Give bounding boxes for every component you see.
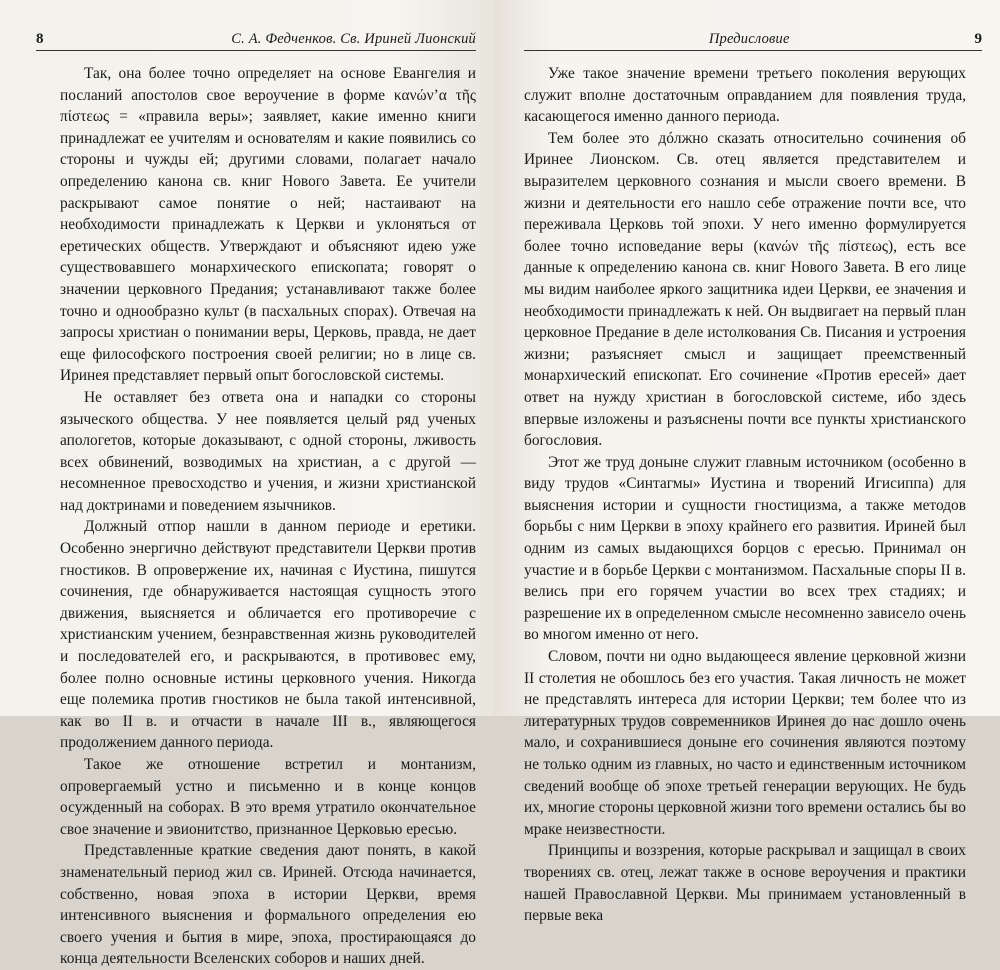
paragraph: Принципы и воззрения, которые раскрывал и защищал в своих творениях св. отец, лежат также в основе вероучения и практики нашей Православной Церкви. Мы принимаем установленный в первые века bbox=[524, 842, 966, 925]
paragraph: Не оставляет без ответа она и нападки со стороны языческого общества. У нее появляется целый ряд ученых апологетов, которые доказывают, с одной стороны, лживость всех обвинений, возводимых на христиан, а с другой — несомненное превосходство и учения, и жизни христианской над доктринами и поведением язычников. bbox=[60, 388, 476, 514]
right-page bbox=[494, 0, 1000, 925]
paragraph: Уже такое значение времени третьего поколения верующих служит вполне достаточным оправданием для появления труда, касающегося именно данного периода. bbox=[524, 65, 966, 126]
paragraph: Должный отпор нашли в данном периоде и еретики. Особенно энергично действуют представители Церкви против гностиков. В опровержение их, начиная с Иустина, пишутся сочинения, где обнаруживается настоящая сущность этого движения, выясняется и обличается его противоречие с христианским учением, безнравственная жизнь руководителей и последователей его, и раскрываются, в противовес ему, более полно основные истины церковного учения. Никогда еще полемика против гностиков не была такой интенсивной, как во II в. и отчасти в начале III в., являющегося продолжением данного периода. bbox=[60, 518, 476, 752]
right-page-body bbox=[524, 63, 966, 927]
paragraph: Словом, почти ни одно выдающееся явление церковной жизни II столетия не обошлось без его участия. Такая личность не может не представлять интереса для истории Церкви; тем более что из литературных трудов современников Иринея до нас дошло очень мало, и сохранившиеся доныне его сочинения являются поэтому не только одним из главных, но часто и единственным источником сведений вообще об эпохе третьей генерации верующих. Не будь их, многие стороны церковной жизни того времени остались бы во мраке неизвестности. bbox=[524, 648, 966, 838]
left-page-header bbox=[36, 26, 476, 51]
running-title: Предисловие bbox=[708, 31, 790, 47]
right-page-header bbox=[524, 26, 982, 51]
page-number: 8 bbox=[36, 31, 44, 47]
page-number: 9 bbox=[974, 31, 982, 47]
paragraph: Этот же труд доныне служит главным источником (особенно в виду трудов «Синтагмы» Иустина и творений Игисиппа) для выяснения истории и сущности гностицизма, а также методов борьбы с ним Церкви в эпоху крайнего его развития. Ириней был одним из самых выдающихся борцов с ересью. Принимал он участие и в борьбе Церкви с монтанизмом. Пасхальные споры II в. велись при его горячем участии во всех трех стадиях; и разрешение их в определенном смысле несомненно зависело очень во многом именно от него. bbox=[524, 453, 966, 644]
running-title: С. А. Федченков. Св. Ириней Лионский bbox=[231, 31, 476, 47]
paragraph: Такое же отношение встретил и монтанизм, опровергаемый устно и письменно и в конце концов осужденный на соборах. В это время утратило окончательное свое значение и эвионитство, признанное Церковью ересью. bbox=[60, 756, 476, 838]
paragraph: Так, она более точно определяет на основе Евангелия и посланий апостолов свое вероучение в форме κανών’α τῆς πίστεως = «правила веры»; заявляет, какие именно книги принадлежат ее учителям и основателям и какие появились со стороны и чужды ей; другими словами, полагает начало определению канона св. книг Нового Завета. Ее учители раскрывают самое понятие о ней; настаивают на необходимости принадлежать к Церкви и уклоняться от еретических обществ. Утверждают и объясняют идею уже существовавшего монархического епископата; говорят о значении церковного Предания; устанавливают также более точно и однообразно культ (в пасхальных спорах). Отвечая на запросы христиан о понимании веры, Церковь, правда, не дает еще философского построения своей религии; но в лице св. Иринея представляет первый опыт богословской системы. bbox=[60, 65, 476, 385]
left-page-body bbox=[60, 63, 476, 970]
left-page bbox=[0, 0, 494, 968]
paragraph: Тем более это дóлжно сказать относительно сочинения об Иринее Лионском. Св. отец является представителем и выразителем церковного сознания и мысли своего времени. В жизни и деятельности его нашло себе отражение почти все, что переживала Церковь той эпохи. У него именно формулируется более точно исповедание веры (κανών τῆς πίστεως), есть все данные к определению канона св. книг Нового Завета. В его лице мы видим наиболее яркого защитника идеи Церкви, ее значения и необходимости принадлежать к ней. Он выдвигает на первый план церковное Предание в деле истолкования Св. Писания и устроения жизни; разъясняет смысл и защищает преемственный монархический епископат. Его сочинение «Против ересей» дает ответ на нужду христиан в богословской системе, ибо здесь впервые изложены и разъяснены почти все пункты христианского богословия. bbox=[524, 129, 966, 450]
paragraph: Представленные краткие сведения дают понять, в какой знаменательный период жил св. Ириней. Отсюда начинается, собственно, новая эпоха в истории Церкви, время интенсивного выяснения и формального определения ею своего учения и бытия в мире, эпоха, простирающаяся до конца деятельности Вселенских соборов и наших дней. bbox=[60, 842, 476, 968]
